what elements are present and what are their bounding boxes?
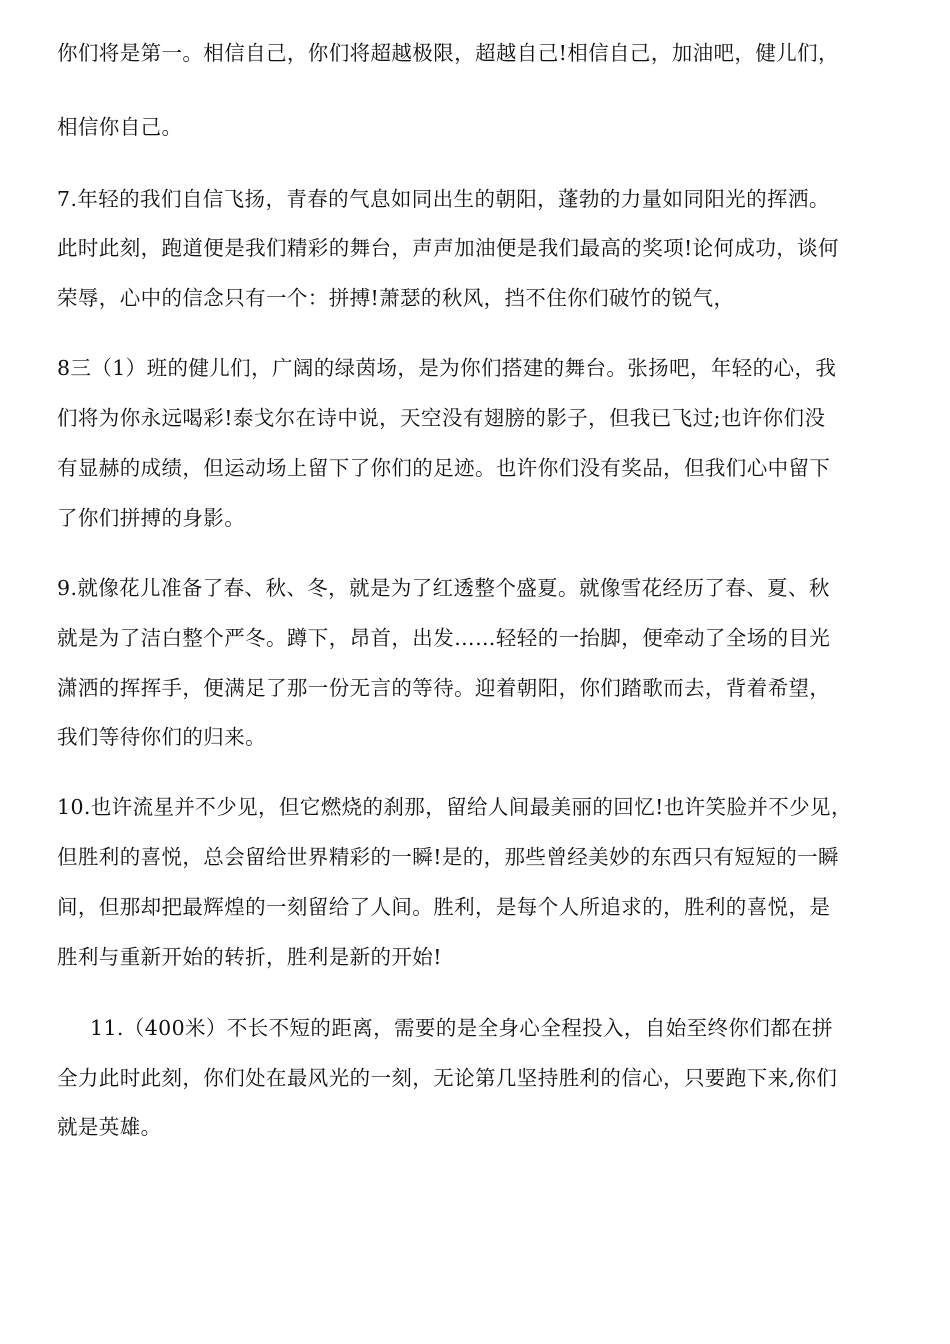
paragraph-11-line-1: 11.（400米）不长不短的距离，需要的是全身心全程投入，自始至终你们都在拼	[90, 1016, 833, 1040]
paragraph-7-line-2: 此时此刻，跑道便是我们精彩的舞台，声声加油便是我们最高的奖项!论何成功，谈何	[57, 236, 839, 260]
paragraph-10-line-1: 10.也许流星并不少见，但它燃烧的刹那，留给人间最美丽的回忆!也许笑脸并不少见，	[57, 795, 852, 819]
paragraph-8-line-2: 们将为你永远喝彩!泰戈尔在诗中说，天空没有翅膀的影子，但我已飞过;也许你们没	[57, 406, 826, 430]
paragraph-10-line-2: 但胜利的喜悦，总会留给世界精彩的一瞬!是的，那些曾经美妙的东西只有短短的一瞬	[57, 845, 839, 869]
paragraph-9-line-1: 9.就像花儿准备了春、秋、冬，就是为了红透整个盛夏。就像雪花经历了春、夏、秋	[57, 576, 830, 600]
paragraph-11-line-2: 全力此时此刻，你们处在最风光的一刻，无论第几坚持胜利的信心，只要跑下来,你们	[57, 1066, 838, 1090]
paragraph-7-line-1: 7.年轻的我们自信飞扬，青春的气息如同出生的朝阳，蓬勃的力量如同阳光的挥洒。	[57, 187, 830, 211]
paragraph-8-line-3: 有显赫的成绩，但运动场上留下了你们的足迹。也许你们没有奖品，但我们心中留下	[57, 456, 831, 480]
paragraph-9-line-4: 我们等待你们的归来。	[57, 725, 266, 749]
paragraph-11-line-3: 就是英雄。	[57, 1115, 162, 1139]
paragraph-6-line-2: 相信你自己。	[57, 115, 183, 139]
paragraph-8-line-1: 8三（1）班的健儿们，广阔的绿茵场，是为你们搭建的舞台。张扬吧，年轻的心，我	[57, 356, 837, 380]
paragraph-10-line-4: 胜利与重新开始的转折，胜利是新的开始!	[57, 945, 442, 969]
paragraph-8-line-4: 了你们拼搏的身影。	[57, 506, 246, 530]
paragraph-10-line-3: 间，但那却把最辉煌的一刻留给了人间。胜利，是每个人所追求的，胜利的喜悦，是	[57, 895, 831, 919]
paragraph-9-line-2: 就是为了洁白整个严冬。蹲下，昂首，出发……轻轻的一抬脚，便牵动了全场的目光	[57, 626, 831, 650]
paragraph-7-line-3: 荣辱，心中的信念只有一个：拼搏!萧瑟的秋风，挡不住你们破竹的锐气，	[57, 286, 735, 310]
paragraph-6-line-1: 你们将是第一。相信自己，你们将超越极限，超越自己!相信自己，加油吧，健儿们，	[57, 41, 839, 65]
document-page	[57, 0, 897, 1344]
paragraph-9-line-3: 潇洒的挥挥手，便满足了那一份无言的等待。迎着朝阳，你们踏歌而去，背着希望，	[57, 676, 831, 700]
